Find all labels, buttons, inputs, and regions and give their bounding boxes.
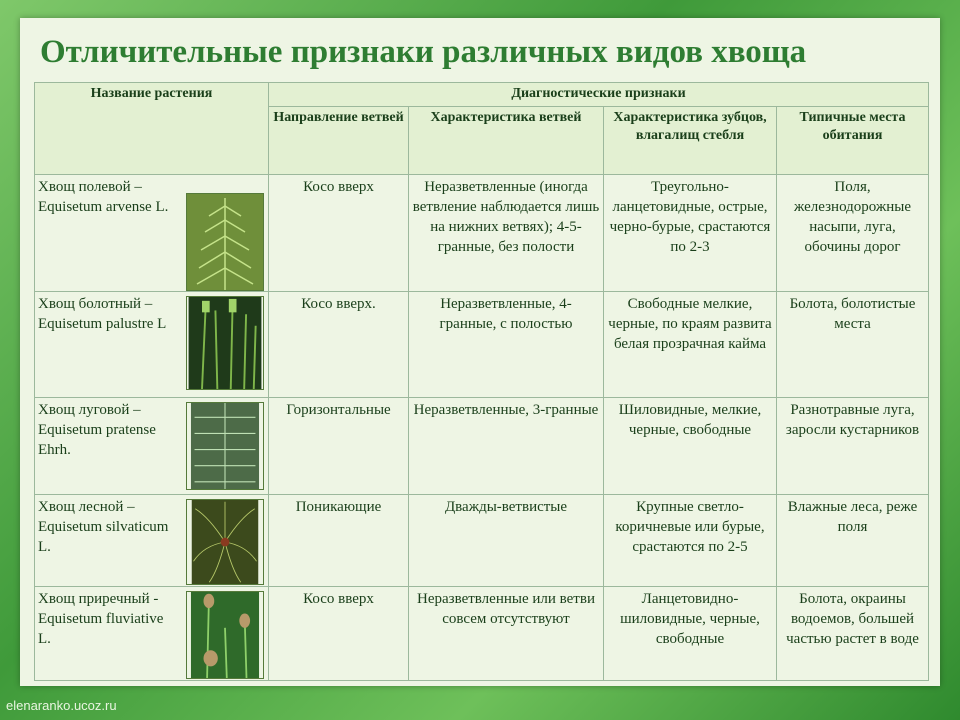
header-diagnostic: Диагностические признаки [269, 83, 929, 107]
header-direction: Направление ветвей [269, 107, 409, 175]
plant-name-cell [35, 587, 269, 681]
direction-cell: Косо вверх [269, 175, 409, 292]
table-row [35, 495, 929, 587]
table-row [35, 587, 929, 681]
plant-name: Хвощ полевой – Equisetum arvense L. [38, 179, 169, 215]
header-teeth: Характеристика зубцов, влагалищ стебля [604, 107, 777, 175]
table-row [35, 398, 929, 495]
header-branches: Характеристика ветвей [409, 107, 604, 175]
plant-name: Хвощ болотный – Equisetum palustre L [38, 296, 167, 332]
field-horsetail-photo [186, 193, 264, 291]
teeth-cell: Свободные мелкие, черные, по краям развита белая прозрачная кайма [604, 292, 777, 398]
branches-cell: Дважды-ветвистые [409, 495, 604, 587]
direction-cell: Горизонтальные [269, 398, 409, 495]
branches-cell: Неразветвленные, 4-гранные, с полостью [409, 292, 604, 398]
branches-cell: Неразветвленные или ветви совсем отсутствуют [409, 587, 604, 681]
branches-cell: Неразветвленные, 3-гранные [409, 398, 604, 495]
water-horsetail-photo [186, 591, 264, 679]
table-row [35, 175, 929, 292]
habitat-cell: Влажные леса, реже поля [777, 495, 929, 587]
plant-name-cell [35, 398, 269, 495]
header-row-1 [35, 83, 929, 107]
teeth-cell: Шиловидные, мелкие, черные, свободные [604, 398, 777, 495]
table-row [35, 292, 929, 398]
header-habitat: Типичные места обитания [777, 107, 929, 175]
plant-name-cell [35, 175, 269, 292]
wood-horsetail-photo [186, 499, 264, 585]
teeth-cell: Крупные светло-коричневые или бурые, срастаются по 2-5 [604, 495, 777, 587]
teeth-cell: Треугольно-ланцетовидные, острые, черно-бурые, срастаются по 2-3 [604, 175, 777, 292]
plant-name: Хвощ луговой – Equisetum pratense Ehrh. [38, 402, 156, 458]
plant-name-cell [35, 495, 269, 587]
habitat-cell: Разнотравные луга, заросли кустарников [777, 398, 929, 495]
habitat-cell: Болота, окраины водоемов, большей частью растет в воде [777, 587, 929, 681]
teeth-cell: Ланцетовидно-шиловидные, черные, свободные [604, 587, 777, 681]
direction-cell: Поникающие [269, 495, 409, 587]
direction-cell: Косо вверх. [269, 292, 409, 398]
plant-name: Хвощ приречный - Equisetum fluviative L. [38, 591, 164, 647]
meadow-horsetail-photo [186, 402, 264, 490]
marsh-horsetail-photo [186, 296, 264, 390]
plant-name: Хвощ лесной – Equisetum silvaticum L. [38, 499, 169, 555]
direction-cell: Косо вверх [269, 587, 409, 681]
header-name: Название растения [35, 83, 269, 175]
habitat-cell: Поля, железнодорожные насыпи, луга, обочины дорог [777, 175, 929, 292]
branches-cell: Неразветвленные (иногда ветвление наблюдается лишь на нижних ветвях); 4-5-гранные, без полости [409, 175, 604, 292]
horsetail-table [34, 82, 929, 681]
habitat-cell: Болота, болотистые места [777, 292, 929, 398]
page-title: Отличительные признаки различных видов хвоща [40, 34, 807, 70]
plant-name-cell [35, 292, 269, 398]
source-url: elenaranko.ucoz.ru [6, 698, 117, 713]
